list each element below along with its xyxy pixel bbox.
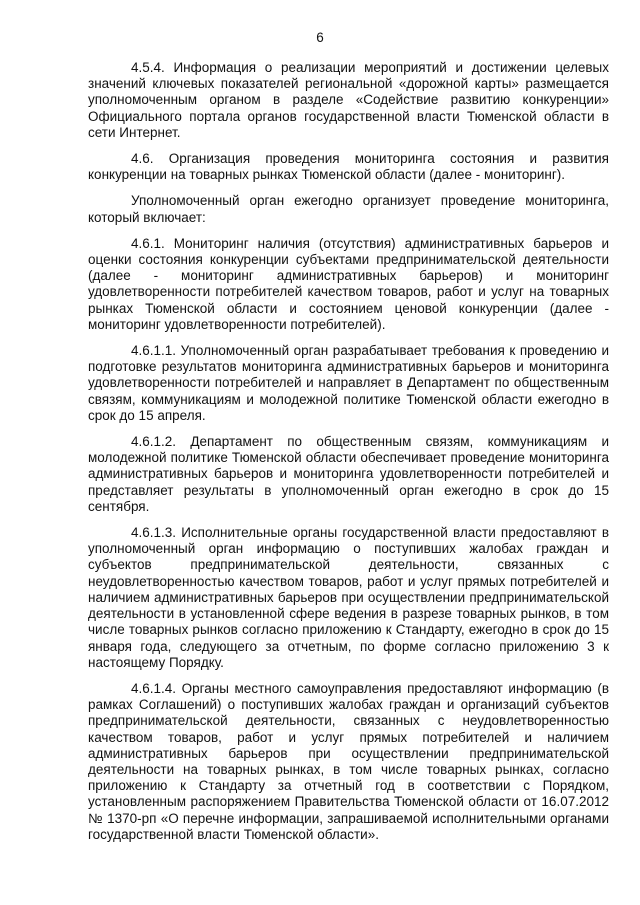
paragraph-4-6-1: 4.6.1. Мониторинг наличия (отсутствия) административных барьеров и оценки состояния конкуренции субъектами предпринимательской деятельности (далее - мониторинг административных барьеров) и мониторинг удовлетворенности потребителей качеством товаров, работ и услуг на товарных рынках Тюменской области и состоянием ценовой конкуренции (далее - мониторинг удовлетворенности потребителей). xyxy=(88,235,609,332)
paragraph-4-6-1-2: 4.6.1.2. Департамент по общественным связям, коммуникациям и молодежной политике Тюменской области обеспечивает проведение мониторинга административных барьеров и мониторинга удовлетворенности потребителей и представляет результаты в уполномоченный орган ежегодно в срок до 15 сентября. xyxy=(88,434,609,514)
paragraph-monitoring-intro: Уполномоченный орган ежегодно организует проведение мониторинга, который включает: xyxy=(88,193,609,225)
page-number: 6 xyxy=(316,30,324,45)
paragraph-4-6: 4.6. Организация проведения мониторинга состояния и развития конкуренции на товарных рынках Тюменской области (далее - мониторинг). xyxy=(88,151,609,183)
paragraph-4-6-1-1: 4.6.1.1. Уполномоченный орган разрабатывает требования к проведению и подготовке результатов мониторинга административных барьеров и мониторинга удовлетворенности потребителей и направляет в Департамент по общественным связям, коммуникациям и молодежной политике Тюменской области ежегодно в срок до 15 апреля. xyxy=(88,343,609,423)
document-body xyxy=(88,60,609,853)
paragraph-4-6-1-3: 4.6.1.3. Исполнительные органы государственной власти предоставляют в уполномоченный орган информацию о поступивших жалобах граждан и субъектов предпринимательской деятельности, связанных с неудовлетворенностью качеством товаров, работ и услуг прямых потребителей и наличием административных барьеров при осуществлении предпринимательской деятельности в установленной сфере ведения в разрезе товарных рынков, в том числе товарных рынков согласно приложению к Стандарту, ежегодно в срок до 15 января года, следующего за отчетным, по форме согласно приложению 3 к настоящему Порядку. xyxy=(88,525,609,670)
paragraph-4-5-4: 4.5.4. Информация о реализации мероприятий и достижении целевых значений ключевых показателей региональной «дорожной карты» размещается уполномоченным органом в разделе «Содействие развитию конкуренции» Официального портала органов государственной власти Тюменской области в сети Интернет. xyxy=(88,60,609,140)
paragraph-4-6-1-4: 4.6.1.4. Органы местного самоуправления предоставляют информацию (в рамках Соглашений) о поступивших жалобах граждан и организаций субъектов предпринимательской деятельности, связанных с неудовлетворенностью качеством товаров, работ и услуг прямых потребителей и наличием административных барьеров при осуществлении предпринимательской деятельности на товарных рынках, в том числе товарных рынках, согласно приложению к Стандарту за отчетный год в соответствии с Порядком, установленным распоряжением Правительства Тюменской области от 16.07.2012 № 1370-рп «О перечне информации, запрашиваемой исполнительными органами государственной власти Тюменской области». xyxy=(88,680,609,842)
